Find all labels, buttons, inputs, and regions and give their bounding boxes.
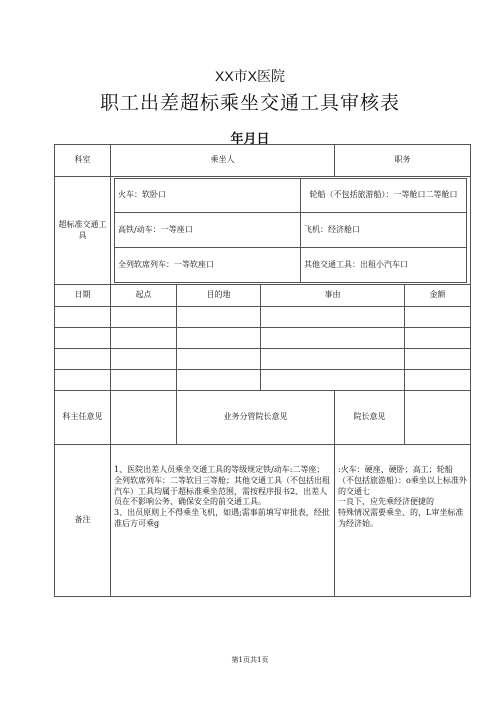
remarks-right <box>335 445 471 597</box>
vp-opinion-label: 业务分管院长意见 <box>177 391 335 445</box>
remark-right-1: :火车：硬座、硬卧；高工；轮船（不包括旅游船）：o乘坐以上标准外的交通七 <box>338 465 467 496</box>
passenger-label: 乘坐人 <box>111 145 335 177</box>
trip-row <box>55 370 471 391</box>
col-start: 起点 <box>111 285 177 307</box>
remarks-label: 备注 <box>55 445 111 597</box>
president-opinion-cell <box>405 391 471 445</box>
remark-right-2: 一良下，应先乘经济便捷的 <box>338 497 435 507</box>
col-reason: 事由 <box>261 285 405 307</box>
remark-rule-1: 1、医院出差人员乘坐交通工具的等级规定铁/动车:二等座；全列软席列车：二等软目三等舱；其他交通工具（不包括出租汽车）工具均属于超标准乘坐范围，需按程序报书2、出差人员在不影响公务、确保安全的前交通工具。 <box>114 465 330 507</box>
option-airplane: 飞机：经济舱口 <box>301 213 467 248</box>
option-ship: 轮船（不包括旅游船）：一等舱口二等舱口 <box>301 179 467 213</box>
transport-label: 超标准交通工具 <box>55 177 111 285</box>
opinion-row <box>55 391 471 445</box>
trip-row <box>55 328 471 349</box>
transport-row <box>55 177 471 285</box>
director-opinion-cell <box>111 391 177 445</box>
remarks-left <box>111 445 335 597</box>
dept-row <box>55 145 471 177</box>
trip-row <box>55 349 471 370</box>
remark-right-3: 特殊情况需要乘坐、的，L审坐标准为经济始。 <box>338 508 464 528</box>
date-line: 年月日 <box>230 131 270 146</box>
dept-label: 科室 <box>55 145 111 177</box>
trip-row <box>55 307 471 328</box>
audit-form-table <box>54 144 471 597</box>
president-opinion-label: 院长意见 <box>335 391 405 445</box>
remark-rule-3: 3、出员原则上不得乘坐飞机，如遇;需事前填写审批表，经批准后方可乘g <box>114 508 330 528</box>
director-opinion-label: 科主任意见 <box>55 391 111 445</box>
remarks-row <box>55 445 471 597</box>
col-amount: 金额 <box>405 285 471 307</box>
col-date: 日期 <box>55 285 111 307</box>
option-highspeed-rail: 高铁/动车：一等座口 <box>115 213 301 248</box>
option-train: 火车：软卧口 <box>115 179 301 213</box>
position-label: 职务 <box>335 145 471 177</box>
form-title: 职工出差超标乘坐交通工具审核表 <box>99 92 400 114</box>
option-other-transport: 其他交通工具：出租小汽车口 <box>301 248 467 283</box>
trip-header-row <box>55 285 471 307</box>
col-destination: 目的地 <box>177 285 261 307</box>
option-soft-seat-train: 全列软席列车：一等软座口 <box>115 248 301 283</box>
page-footer: 第1页共1页 <box>231 656 269 664</box>
hospital-name: XX市X医院 <box>214 68 285 84</box>
